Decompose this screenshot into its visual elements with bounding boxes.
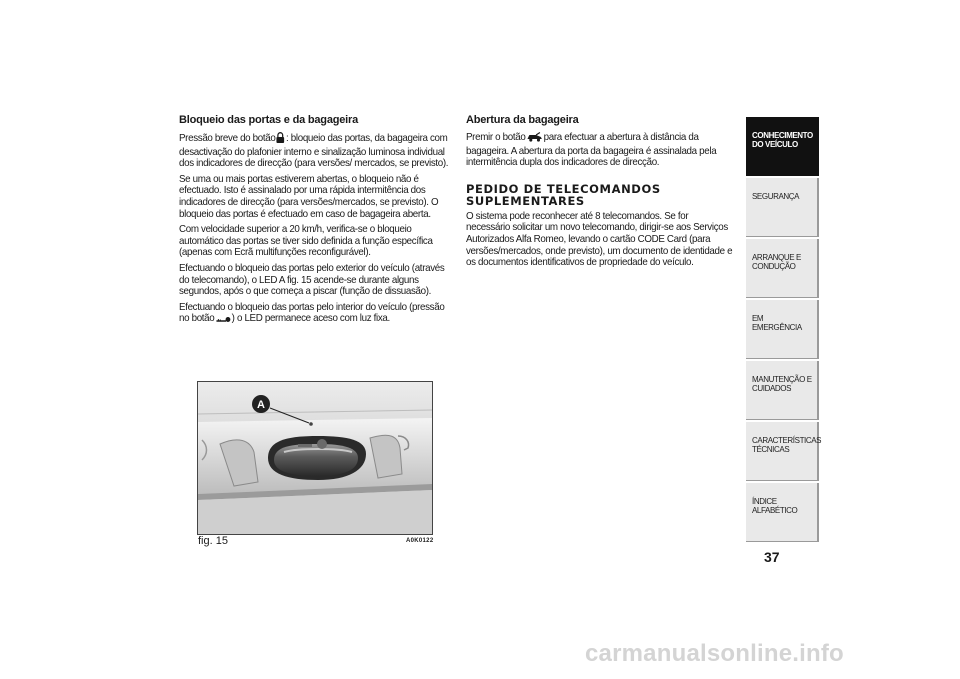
left-column bbox=[179, 114, 451, 331]
figure-code: A0K0122 bbox=[406, 538, 434, 544]
watermark: carmanualsonline.info bbox=[585, 640, 844, 667]
tab-indice-alfabetico[interactable]: ÍNDICE ALFABÉTICO bbox=[746, 483, 819, 542]
heading-line: SUPLEMENTARES bbox=[466, 193, 585, 208]
tab-conhecimento-do-veiculo[interactable]: CONHECIMENTO DO VEÍCULO bbox=[746, 117, 819, 176]
paragraph-led-interior bbox=[179, 302, 451, 327]
figure-door-handle bbox=[197, 381, 433, 535]
paragraph-text: Efectuando o bloqueio das portas pelo interior do veículo (pressão no botão bbox=[179, 301, 445, 325]
chapter-tabs bbox=[746, 117, 822, 544]
tab-arranque-e-conducao[interactable]: ARRANQUE E CONDUÇÃO bbox=[746, 239, 819, 298]
paragraph-trunk-button bbox=[466, 132, 734, 169]
paragraph-text: ) o LED permanece aceso com luz fixa. bbox=[231, 313, 390, 325]
paragraph-text: : bloqueio das portas, da bagageira com desactivação do plafonier interno e sinalização luminosa individual dos indicadores de direcção (para versões/ mercados, se previsto). bbox=[179, 133, 449, 170]
tab-caracteristicas-tecnicas[interactable]: CARACTERÍSTICAS TÉCNICAS bbox=[746, 422, 819, 481]
paragraph-led-remote: Efectuando o bloqueio das portas pelo exterior do veículo (através do telecomando), o LED A fig. 15 acende-se durante alguns segundos, após o que começa a piscar (função de dissuasão). bbox=[179, 262, 445, 298]
section-heading-extra-remotes bbox=[466, 183, 734, 207]
paragraph-lock-button bbox=[179, 132, 451, 170]
figure-callout-label: A bbox=[257, 399, 265, 411]
paragraph-doors-open: Se uma ou mais portas estiverem abertas, o bloqueio não é efectuado. Isto é assinalado por uma rápida intermitência dos indicadores de direcção (para versões/mercados, se previsto). O bloqueio das portas é efectuado em caso de bagageira aberta. bbox=[179, 173, 439, 220]
right-column bbox=[466, 114, 734, 273]
figure-caption: fig. 15 bbox=[198, 535, 228, 547]
section-title-trunk-opening: Abertura da bagageira bbox=[466, 114, 579, 126]
paragraph-auto-lock: Com velocidade superior a 20 km/h, verifica-se o bloqueio automático das portas se tiver sido definida a função específica (apenas com Ecrã multifunções reconfigurável). bbox=[179, 224, 433, 259]
padlock-icon bbox=[276, 132, 285, 147]
key-button-icon bbox=[215, 314, 230, 327]
page-number: 37 bbox=[764, 549, 780, 565]
tab-seguranca[interactable]: SEGURANÇA bbox=[746, 178, 819, 237]
heading-line: PEDIDO DE TELECOMANDOS bbox=[466, 181, 661, 196]
tab-manutencao-e-cuidados[interactable]: MANUTENÇÃO E CUIDADOS bbox=[746, 361, 819, 420]
paragraph-text: Pressão breve do botão bbox=[179, 133, 276, 144]
paragraph-remote-request: O sistema pode reconhecer até 8 telecomandos. Se for necessário solicitar um novo telecomando, dirigir-se aos Serviços Autorizados Alfa Romeo, levando o cartão CODE Card (para versões/mercados, onde previsto), um documento de identidade e os documentos identificativos de propriedade do veículo. bbox=[466, 210, 733, 269]
door-handle-illustration bbox=[198, 382, 432, 534]
section-title-door-lock: Bloqueio das portas e da bagageira bbox=[179, 114, 359, 126]
paragraph-text: para efectuar a abertura à distância da bagageira. A abertura da porta da bagageira é assinalada pela intermitência dupla dos indicadores de direcção. bbox=[466, 132, 717, 169]
car-trunk-icon bbox=[526, 132, 542, 146]
tab-em-emergencia[interactable]: EM EMERGÊNCIA bbox=[746, 300, 819, 359]
paragraph-text: Premir o botão bbox=[466, 132, 526, 143]
